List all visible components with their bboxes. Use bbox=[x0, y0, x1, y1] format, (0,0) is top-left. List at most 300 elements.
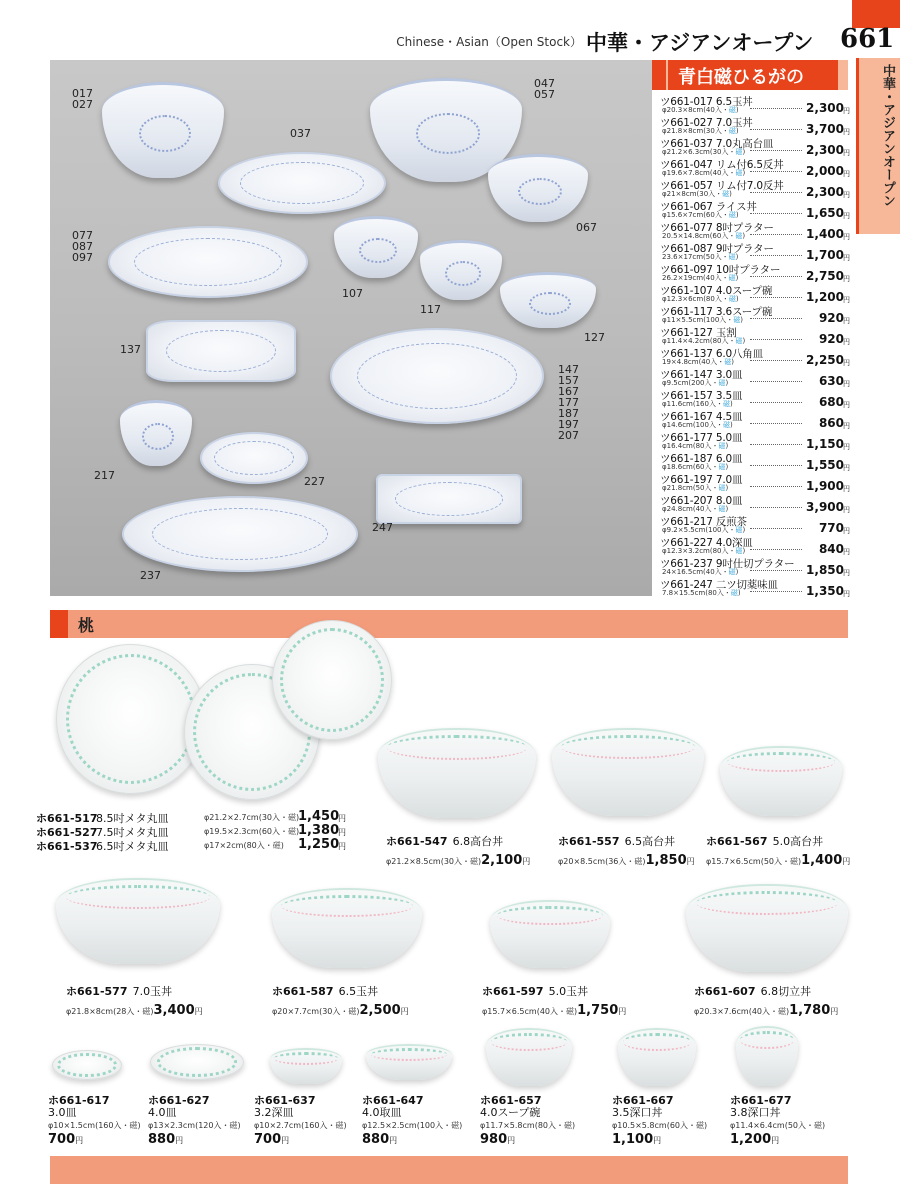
bowl-597 bbox=[490, 900, 610, 968]
item-spec: φ21.8×8cm(28入・磁) bbox=[66, 1007, 154, 1016]
item-code: ホ661-607 bbox=[694, 985, 756, 998]
item-price: 1,750 bbox=[577, 1003, 619, 1018]
item-spec: φ10×1.5cm(160入・磁) bbox=[48, 1121, 141, 1130]
item-spec-material: 磁 bbox=[728, 106, 736, 114]
item-spec-text: 23.6×17cm(50入・ bbox=[662, 253, 729, 261]
item-price: 1,700 bbox=[806, 248, 844, 262]
item-spec: φ21×8cm(30入・磁) bbox=[662, 190, 732, 198]
item-price: 1,400 bbox=[801, 853, 843, 868]
yen-unit: 円 bbox=[842, 857, 851, 866]
item-spec-material: 磁 bbox=[718, 442, 726, 450]
item-spec: φ11.4×4.2cm(80入・磁) bbox=[662, 337, 746, 345]
leader-dots bbox=[750, 486, 802, 487]
item-name: ツ661-067 ライス丼 bbox=[660, 201, 757, 213]
item-spec: φ17×2cm(80入・磁) bbox=[204, 841, 284, 850]
item-spec-material: 磁 bbox=[724, 358, 732, 366]
yen-unit: 円 bbox=[843, 149, 850, 157]
yen-unit: 円 bbox=[843, 296, 850, 304]
platters-077-097 bbox=[108, 226, 308, 298]
item-spec: φ15.7×6.5cm(50入・磁) bbox=[706, 857, 802, 866]
photo-label: 107 bbox=[342, 287, 363, 300]
yen-unit: 円 bbox=[843, 359, 850, 367]
item-name: ツ661-017 6.5玉丼 bbox=[660, 96, 753, 108]
plate-627 bbox=[150, 1044, 244, 1080]
item-name: 4.0スープ碗 bbox=[480, 1106, 541, 1119]
leader-dots bbox=[750, 192, 802, 193]
item-spec-material: 磁 bbox=[735, 169, 743, 177]
side-tab-label: 中華・アジアンオープン bbox=[880, 64, 895, 207]
section-title-momo: 桃 bbox=[78, 616, 95, 635]
price-list-row bbox=[660, 304, 850, 325]
item-spec: φ18.6cm(60入・磁) bbox=[662, 463, 729, 471]
item-spec-material: 磁 bbox=[722, 190, 730, 198]
bowl-017-027 bbox=[102, 82, 224, 178]
item-price: 3,900 bbox=[806, 500, 844, 514]
item-spec: φ21.8×8cm(30入・磁) bbox=[662, 127, 739, 135]
item-spec: φ15.6×7cm(60入・磁) bbox=[662, 211, 739, 219]
momo-plate-row bbox=[36, 809, 350, 825]
item-name: 3.8深口丼 bbox=[730, 1106, 781, 1119]
yen-unit: 円 bbox=[843, 590, 850, 598]
yen-unit: 円 bbox=[338, 814, 346, 823]
yen-unit: 円 bbox=[389, 1136, 398, 1145]
item-price: 680 bbox=[818, 395, 844, 409]
momo-item-label bbox=[254, 1094, 347, 1146]
item-price: 1,150 bbox=[806, 437, 844, 451]
item-name: ツ661-107 4.0スープ碗 bbox=[660, 285, 773, 297]
item-spec-material: 磁 bbox=[728, 568, 736, 576]
item-name: ツ661-137 6.0八角皿 bbox=[660, 348, 763, 360]
yen-unit: 円 bbox=[686, 857, 695, 866]
item-spec-material: 磁 bbox=[728, 253, 736, 261]
page-number: 661 bbox=[840, 24, 895, 54]
bowl-567 bbox=[720, 746, 842, 816]
item-spec-text: φ11.4×4.2cm(80入・ bbox=[662, 337, 736, 345]
item-spec-material: 磁 bbox=[718, 484, 726, 492]
yen-unit: 円 bbox=[843, 254, 850, 262]
price-list-row bbox=[660, 346, 850, 367]
yen-unit: 円 bbox=[843, 170, 850, 178]
photo-label: 037 bbox=[290, 127, 311, 140]
leader-dots bbox=[750, 360, 802, 361]
item-spec: φ11×5.5cm(100入・磁) bbox=[662, 316, 744, 324]
soup-bowl-107 bbox=[334, 216, 418, 278]
yen-unit: 円 bbox=[830, 1007, 839, 1016]
yen-unit: 円 bbox=[843, 128, 850, 136]
yen-unit: 円 bbox=[843, 338, 850, 346]
price-list-row bbox=[660, 535, 850, 556]
bowl-067 bbox=[488, 154, 588, 222]
momo-item-label bbox=[148, 1094, 241, 1146]
leader-dots bbox=[750, 339, 802, 340]
leader-dots bbox=[750, 276, 802, 277]
item-spec: φ10.5×5.8cm(60入・磁) bbox=[612, 1121, 708, 1130]
item-spec-material: 磁 bbox=[718, 379, 726, 387]
item-price: 2,000 bbox=[806, 164, 844, 178]
item-name: ツ661-047 リム付6.5反丼 bbox=[660, 159, 784, 171]
item-spec: φ9.2×5.5cm(100入・磁) bbox=[662, 526, 746, 534]
momo-item-label bbox=[730, 1094, 825, 1146]
item-price: 1,550 bbox=[806, 458, 844, 472]
bowl-587 bbox=[272, 888, 422, 968]
item-code: ホ661-677 bbox=[730, 1094, 792, 1107]
leader-dots bbox=[750, 549, 802, 550]
item-name: 4.0取皿 bbox=[362, 1106, 402, 1119]
leader-dots bbox=[750, 591, 802, 592]
item-spec-text: φ14.6cm(100入・ bbox=[662, 421, 723, 429]
item-spec-material: 磁 bbox=[728, 211, 736, 219]
item-spec-material: 磁 bbox=[718, 505, 726, 513]
item-spec-text: 26.2×19cm(40入・ bbox=[662, 274, 729, 282]
bowl-667 bbox=[618, 1028, 696, 1086]
item-price: 3,400 bbox=[153, 1003, 195, 1018]
item-name: ツ661-197 7.0皿 bbox=[660, 474, 743, 486]
yen-unit: 円 bbox=[618, 1007, 627, 1016]
item-spec-text: 19×4.8cm(40入・ bbox=[662, 358, 725, 366]
item-spec-text: φ20.3×8cm(40入・ bbox=[662, 106, 729, 114]
leader-dots bbox=[750, 570, 802, 571]
leader-dots bbox=[750, 171, 802, 172]
price-list-row bbox=[660, 367, 850, 388]
item-name: 6.8高台丼 bbox=[452, 835, 504, 848]
momo-item-label bbox=[66, 980, 203, 1018]
item-name: ツ661-057 リム付7.0反丼 bbox=[660, 180, 784, 192]
item-spec-text: φ11.6cm(160入・ bbox=[662, 400, 723, 408]
yen-unit: 円 bbox=[843, 317, 850, 325]
item-price: 2,300 bbox=[806, 143, 844, 157]
leader-dots bbox=[750, 129, 802, 130]
bowl-127 bbox=[500, 272, 596, 328]
item-price: 1,850 bbox=[645, 853, 687, 868]
yen-unit: 円 bbox=[338, 842, 346, 851]
item-code: ホ661-637 bbox=[254, 1094, 316, 1107]
item-code: ホ661-517 bbox=[36, 812, 98, 825]
momo-plate-row bbox=[36, 823, 350, 839]
item-code: ホ661-627 bbox=[148, 1094, 210, 1107]
item-price: 1,900 bbox=[806, 479, 844, 493]
price-list-row bbox=[660, 325, 850, 346]
bowl-607 bbox=[686, 884, 848, 972]
item-spec-text: φ19.6×7.8cm(40入・ bbox=[662, 169, 736, 177]
momo-item-label bbox=[48, 1094, 141, 1146]
item-name: ツ661-177 5.0皿 bbox=[660, 432, 743, 444]
item-spec-text: 20.5×14.8cm(60入・ bbox=[662, 232, 736, 240]
yen-unit: 円 bbox=[843, 107, 850, 115]
item-price: 1,780 bbox=[789, 1003, 831, 1018]
deep-plate-227 bbox=[200, 432, 308, 484]
item-name: 3.0皿 bbox=[48, 1106, 77, 1119]
divided-platter-237 bbox=[122, 496, 358, 572]
item-name: 6.5玉丼 bbox=[338, 985, 379, 998]
yen-unit: 円 bbox=[843, 191, 850, 199]
item-spec-text: φ12.3×6cm(80入・ bbox=[662, 295, 729, 303]
leader-dots bbox=[750, 465, 802, 466]
item-spec-text: 7.8×15.5cm(80入・ bbox=[662, 589, 731, 597]
item-spec: φ16.4cm(80入・磁) bbox=[662, 442, 729, 450]
momo-plate-list bbox=[36, 809, 350, 853]
item-name: 8.5吋メタ丸皿 bbox=[96, 812, 169, 825]
photo-label: 117 bbox=[420, 303, 441, 316]
item-spec-material: 磁 bbox=[730, 589, 738, 597]
item-spec: φ19.6×7.8cm(40入・磁) bbox=[662, 169, 746, 177]
yen-unit: 円 bbox=[843, 275, 850, 283]
item-code: ホ661-587 bbox=[272, 985, 334, 998]
section-title-bar-momo bbox=[50, 610, 848, 638]
item-name: 4.0皿 bbox=[148, 1106, 177, 1119]
item-code: ホ661-647 bbox=[362, 1094, 424, 1107]
item-name: ツ661-147 3.0皿 bbox=[660, 369, 743, 381]
item-spec: φ12.3×3.2cm(80入・磁) bbox=[662, 547, 746, 555]
photo-label: 127 bbox=[584, 331, 605, 344]
item-code: ホ661-567 bbox=[706, 835, 768, 848]
item-spec: φ21.8cm(50入・磁) bbox=[662, 484, 729, 492]
item-spec-text: φ11×5.5cm(100入・ bbox=[662, 316, 734, 324]
photo-label: 077 087 097 bbox=[72, 229, 93, 264]
side-index-tab[interactable] bbox=[856, 58, 900, 234]
momo-item-label bbox=[612, 1094, 707, 1146]
item-code: ホ661-617 bbox=[48, 1094, 110, 1107]
item-name: ツ661-237 9吋仕切プラター bbox=[660, 558, 795, 570]
item-code: ホ661-557 bbox=[558, 835, 620, 848]
leader-dots bbox=[750, 150, 802, 151]
item-spec: φ21.2×6.3cm(30入・磁) bbox=[662, 148, 746, 156]
yen-unit: 円 bbox=[75, 1136, 84, 1145]
price-list-row bbox=[660, 241, 850, 262]
item-spec: φ15.7×6.5cm(40入・磁) bbox=[482, 1007, 578, 1016]
price-list-row bbox=[660, 157, 850, 178]
yen-unit: 円 bbox=[400, 1007, 409, 1016]
price-list-row bbox=[660, 283, 850, 304]
item-price: 2,250 bbox=[806, 353, 844, 367]
item-price: 840 bbox=[818, 542, 844, 556]
item-code: ホ661-597 bbox=[482, 985, 544, 998]
price-list-row bbox=[660, 199, 850, 220]
yen-unit: 円 bbox=[843, 464, 850, 472]
item-price: 1,250 bbox=[298, 837, 340, 852]
item-code: ホ661-577 bbox=[66, 985, 128, 998]
momo-plate-row bbox=[36, 837, 350, 853]
item-spec-material: 磁 bbox=[728, 295, 736, 303]
item-spec: 20.5×14.8cm(60入・磁) bbox=[662, 232, 746, 240]
yen-unit: 円 bbox=[843, 380, 850, 388]
item-spec: 23.6×17cm(50入・磁) bbox=[662, 253, 739, 261]
item-price: 980 bbox=[480, 1132, 508, 1147]
yen-unit: 円 bbox=[843, 548, 850, 556]
item-price: 2,100 bbox=[481, 853, 523, 868]
item-name: ツ661-027 7.0玉丼 bbox=[660, 117, 753, 129]
divided-dish-247 bbox=[376, 474, 522, 524]
leader-dots bbox=[750, 528, 802, 529]
item-spec: 24×16.5cm(40入・磁) bbox=[662, 568, 739, 576]
plate-037 bbox=[218, 152, 386, 214]
photo-label: 147 157 167 177 187 197 207 bbox=[558, 363, 579, 442]
yen-unit: 円 bbox=[522, 857, 531, 866]
leader-dots bbox=[750, 234, 802, 235]
momo-item-label bbox=[272, 980, 409, 1018]
price-list-row bbox=[660, 451, 850, 472]
item-name: ツ661-087 9吋プラター bbox=[660, 243, 774, 255]
item-price: 1,380 bbox=[298, 823, 340, 838]
yen-unit: 円 bbox=[843, 485, 850, 493]
item-name: 6.8切立丼 bbox=[760, 985, 812, 998]
momo-item-label bbox=[480, 1094, 575, 1146]
item-name: 7.5吋メタ丸皿 bbox=[96, 826, 169, 839]
photo-label: 047 057 bbox=[534, 77, 555, 101]
item-spec: 26.2×19cm(40入・磁) bbox=[662, 274, 739, 282]
photo-label: 217 bbox=[94, 469, 115, 482]
item-spec: φ11.4×6.4cm(50入・磁) bbox=[730, 1121, 826, 1130]
yen-unit: 円 bbox=[338, 828, 346, 837]
item-spec: φ24.8cm(40入・磁) bbox=[662, 505, 729, 513]
price-list-row bbox=[660, 409, 850, 430]
item-spec: φ21.2×2.7cm(30入・磁) bbox=[204, 813, 300, 822]
bowl-557 bbox=[552, 728, 704, 816]
item-price: 880 bbox=[362, 1132, 390, 1147]
bowl-657 bbox=[486, 1028, 572, 1086]
item-spec: φ13×2.3cm(120入・磁) bbox=[148, 1121, 241, 1130]
leader-dots bbox=[750, 507, 802, 508]
item-spec: φ20.3×8cm(40入・磁) bbox=[662, 106, 739, 114]
item-price: 700 bbox=[48, 1132, 76, 1147]
item-price: 2,500 bbox=[359, 1003, 401, 1018]
bowl-577 bbox=[56, 878, 220, 964]
bowl-677 bbox=[736, 1026, 798, 1086]
item-spec: φ21.2×8.5cm(30入・磁) bbox=[386, 857, 482, 866]
momo-item-label bbox=[558, 830, 695, 868]
yen-unit: 円 bbox=[843, 401, 850, 409]
item-price: 2,750 bbox=[806, 269, 844, 283]
bowl-637 bbox=[270, 1048, 342, 1084]
item-price: 860 bbox=[818, 416, 844, 430]
item-spec-material: 磁 bbox=[735, 148, 743, 156]
momo-item-label bbox=[706, 830, 850, 868]
octagon-plate-137 bbox=[146, 320, 296, 382]
item-name: ツ661-077 8吋プラター bbox=[660, 222, 774, 234]
item-spec-text: φ21.8×8cm(30入・ bbox=[662, 127, 729, 135]
item-spec: 7.8×15.5cm(80入・磁) bbox=[662, 589, 741, 597]
price-list-row bbox=[660, 388, 850, 409]
bowl-647 bbox=[366, 1044, 452, 1080]
momo-item-label bbox=[694, 980, 838, 1018]
leader-dots bbox=[750, 318, 802, 319]
item-spec: φ10×2.7cm(160入・磁) bbox=[254, 1121, 347, 1130]
item-price: 2,300 bbox=[806, 101, 844, 115]
item-spec: φ14.6cm(100入・磁) bbox=[662, 421, 733, 429]
photo-label: 137 bbox=[120, 343, 141, 356]
header-english-title: Chinese・Asian（Open Stock） bbox=[396, 35, 582, 49]
item-name: ツ661-037 7.0丸高台皿 bbox=[660, 138, 774, 150]
yen-unit: 円 bbox=[507, 1136, 516, 1145]
item-spec-text: φ9.5cm(200入・ bbox=[662, 379, 719, 387]
item-spec: φ9.5cm(200入・磁) bbox=[662, 379, 729, 387]
item-name: ツ661-157 3.5皿 bbox=[660, 390, 743, 402]
item-spec-text: φ21×8cm(30入・ bbox=[662, 190, 723, 198]
leader-dots bbox=[750, 297, 802, 298]
item-spec-material: 磁 bbox=[735, 547, 743, 555]
yen-unit: 円 bbox=[771, 1136, 780, 1145]
item-price: 700 bbox=[254, 1132, 282, 1147]
item-name: ツ661-247 二ツ切薬味皿 bbox=[660, 579, 778, 591]
yen-unit: 円 bbox=[653, 1136, 662, 1145]
price-list-row bbox=[660, 220, 850, 241]
item-price: 920 bbox=[818, 311, 844, 325]
item-name: ツ661-207 8.0皿 bbox=[660, 495, 743, 507]
item-price: 1,650 bbox=[806, 206, 844, 220]
item-spec-text: φ18.6cm(60入・ bbox=[662, 463, 719, 471]
plate-617 bbox=[52, 1050, 122, 1080]
yen-unit: 円 bbox=[843, 443, 850, 451]
item-spec-text: φ16.4cm(80入・ bbox=[662, 442, 719, 450]
item-spec: φ12.5×2.5cm(100入・磁) bbox=[362, 1121, 463, 1130]
item-spec-material: 磁 bbox=[722, 400, 730, 408]
item-spec-text: φ9.2×5.5cm(100入・ bbox=[662, 526, 736, 534]
photo-label: 237 bbox=[140, 569, 161, 582]
item-price: 920 bbox=[818, 332, 844, 346]
item-spec: φ11.7×5.8cm(80入・磁) bbox=[480, 1121, 576, 1130]
yen-unit: 円 bbox=[843, 569, 850, 577]
price-list-row bbox=[660, 136, 850, 157]
section-title-accent-momo bbox=[50, 610, 68, 638]
yen-unit: 円 bbox=[194, 1007, 203, 1016]
leader-dots bbox=[750, 444, 802, 445]
price-list-row bbox=[660, 577, 850, 598]
leader-dots bbox=[750, 213, 802, 214]
item-spec: φ20.3×7.6cm(40入・磁) bbox=[694, 1007, 790, 1016]
price-list-row bbox=[660, 514, 850, 535]
yen-unit: 円 bbox=[843, 527, 850, 535]
item-spec-text: φ21.2×6.3cm(30入・ bbox=[662, 148, 736, 156]
item-price: 630 bbox=[818, 374, 844, 388]
item-price: 1,850 bbox=[806, 563, 844, 577]
header-japanese-title: 中華・アジアンオープン bbox=[586, 30, 814, 55]
product-photo-hirugano bbox=[50, 60, 652, 596]
item-spec: φ20×8.5cm(36入・磁) bbox=[558, 857, 646, 866]
bowl-547 bbox=[378, 728, 536, 818]
item-code: ホ661-657 bbox=[480, 1094, 542, 1107]
item-spec-text: φ12.3×3.2cm(80入・ bbox=[662, 547, 736, 555]
item-price: 1,350 bbox=[806, 584, 844, 598]
leader-dots bbox=[750, 381, 802, 382]
photo-label: 067 bbox=[576, 221, 597, 234]
item-spec: 19×4.8cm(40入・磁) bbox=[662, 358, 734, 366]
item-spec: φ12.3×6cm(80入・磁) bbox=[662, 295, 739, 303]
yen-unit: 円 bbox=[843, 212, 850, 220]
item-price: 1,400 bbox=[806, 227, 844, 241]
section-title-hirugano: 青白磁ひるがの bbox=[678, 67, 804, 88]
item-spec-text: φ15.6×7cm(60入・ bbox=[662, 211, 729, 219]
photo-label: 017 027 bbox=[72, 87, 93, 111]
item-name: ツ661-167 4.5皿 bbox=[660, 411, 743, 423]
item-spec-material: 磁 bbox=[733, 316, 741, 324]
soup-bowl-117 bbox=[420, 240, 502, 300]
item-code: ホ661-547 bbox=[386, 835, 448, 848]
item-spec-material: 磁 bbox=[722, 421, 730, 429]
item-price: 1,200 bbox=[806, 290, 844, 304]
item-spec-material: 磁 bbox=[735, 232, 743, 240]
item-code: ホ661-537 bbox=[36, 840, 98, 853]
item-price: 1,200 bbox=[730, 1132, 772, 1147]
item-spec-text: 24×16.5cm(40入・ bbox=[662, 568, 729, 576]
teacup-217 bbox=[120, 400, 192, 466]
price-list-row bbox=[660, 430, 850, 451]
price-list-row bbox=[660, 493, 850, 514]
item-name: ツ661-217 反煎茶 bbox=[660, 516, 747, 528]
item-spec-material: 磁 bbox=[735, 526, 743, 534]
price-list-row bbox=[660, 556, 850, 577]
momo-item-label bbox=[482, 980, 626, 1018]
leader-dots bbox=[750, 108, 802, 109]
item-name: ツ661-227 4.0深皿 bbox=[660, 537, 753, 549]
